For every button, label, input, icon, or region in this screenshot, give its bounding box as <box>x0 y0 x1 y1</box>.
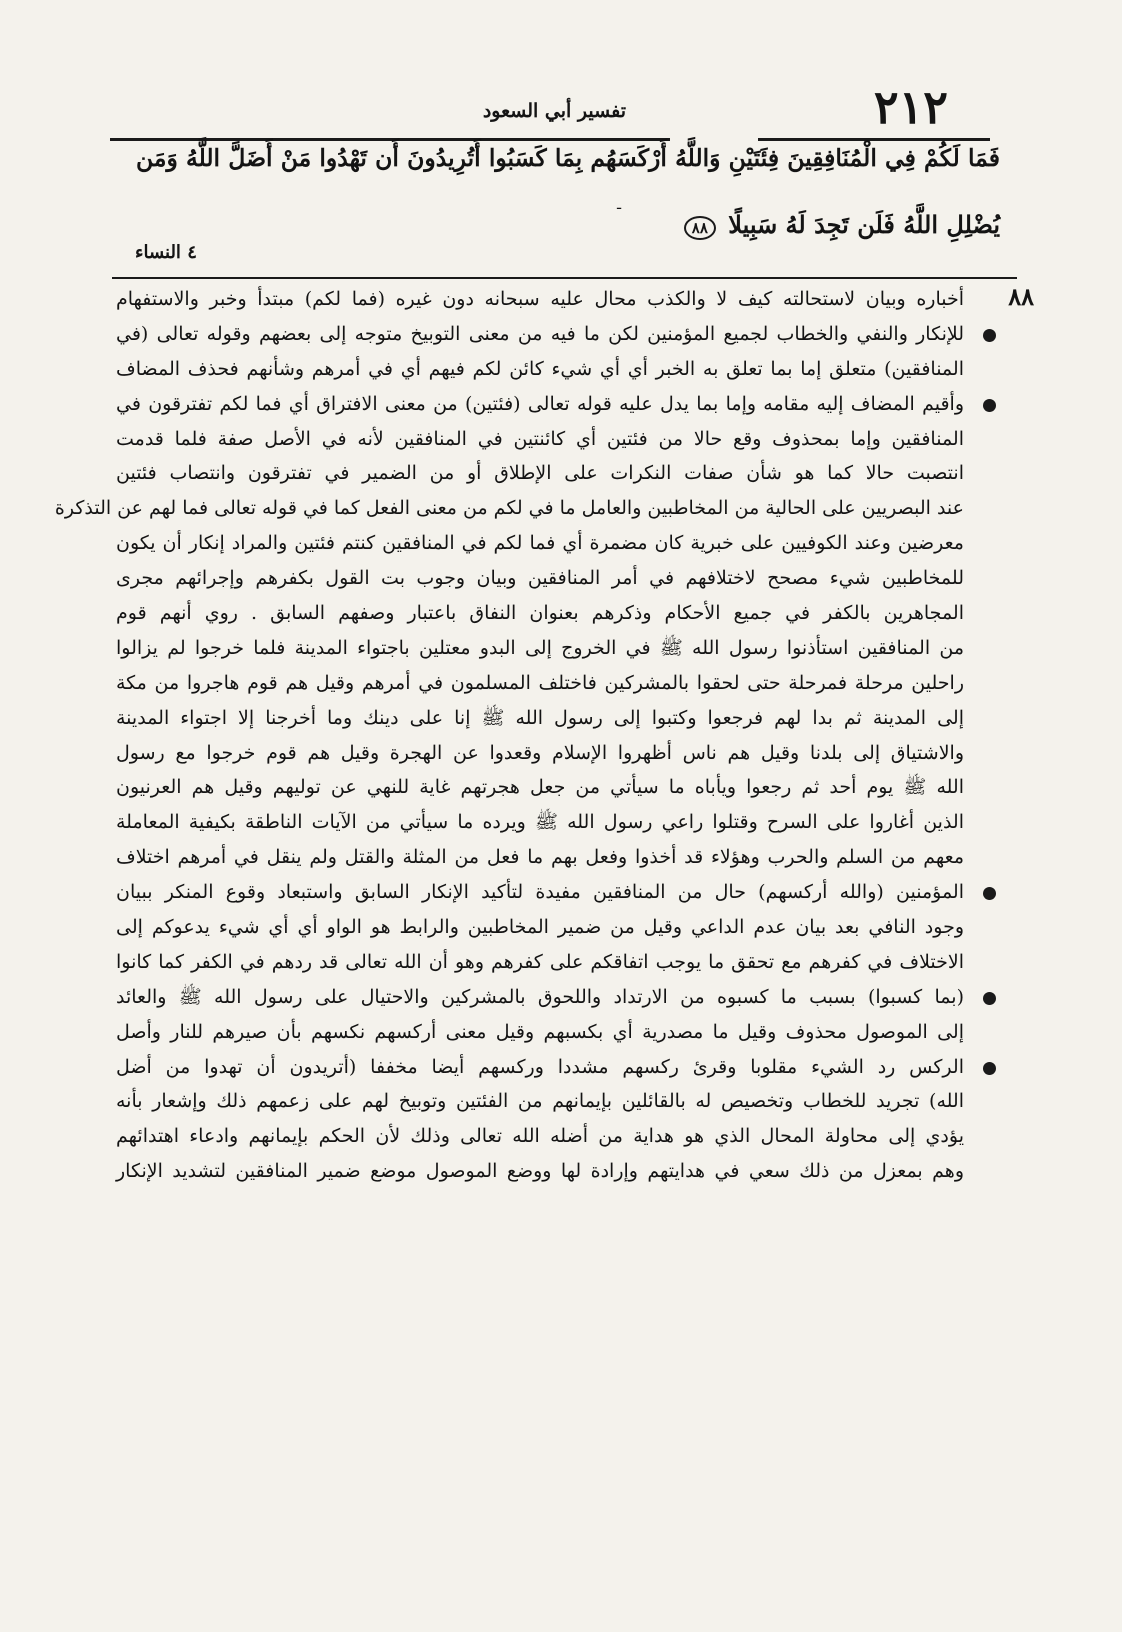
commentary-line <box>116 631 964 666</box>
commentary-line <box>116 456 964 491</box>
ornament-mark: ـ <box>617 197 622 213</box>
verse-number: ٨٨ <box>1008 282 1034 311</box>
commentary-line <box>116 736 964 771</box>
commentary-line <box>116 910 964 945</box>
commentary-text: وجود النافي بعد بيان عدم الداعي وقيل من ضمير المخاطبين والرابط هو الواو أي أي شيء يدعوكم إلى <box>116 916 964 939</box>
bullet-marker <box>983 887 996 900</box>
header-rule <box>110 138 670 141</box>
commentary-line <box>116 352 964 387</box>
commentary-text: المؤمنين (والله أركسهم) حال من المنافقين مفيدة لتأكيد الإنكار السابق واستبعاد وقوع المنكر ببيان <box>116 881 964 904</box>
commentary-text: الله) تجريد للخطاب وتخصيص له بالقائلين بإيمانهم من الفئتين وتوبيخ لهم على زعمهم ذلك وإشعار بأنه <box>116 1090 964 1113</box>
commentary-line <box>116 1154 964 1189</box>
commentary-text: إلى الموصول محذوف وقيل ما مصدرية أي بكسبهم وقيل معنى أركسهم نكسهم بأن صيرهم للنار وأصل <box>116 1020 964 1043</box>
commentary-text: معرضين وعند الكوفيين على خبرية كان مضمرة أي فما لكم في المنافقين كنتم فئتين والمراد إنكار أن يكون <box>116 532 964 555</box>
commentary-text: أخباره وبيان لاستحالته كيف لا والكذب محال عليه سبحانه دون غيره (فما لكم) مبتدأ وخبر والاستفهام <box>116 288 964 310</box>
commentary-text: للمخاطبين شيء مصحح لاختلافهم في أمر المنافقين وبيان وجوب بت القول بكفرهم وإجرائهم مجرى <box>116 567 965 590</box>
commentary-text: المنافقين) متعلق إما بما تعلق به الخبر أي أي شيء كائن لكم فيهم أي في أمرهم وشأنهم فحذف المضاف <box>116 357 964 380</box>
commentary-text: يؤدي إلى محاولة المحال الذي هو هداية من أضله الله تعالى وذلك لأن الحكم بإيمانهم وادعاء اهتدائهم <box>116 1125 964 1148</box>
quran-verse-block <box>135 142 1000 274</box>
commentary-text: للإنكار والنفي والخطاب لجميع المؤمنين لكن ما فيه من معنى التوبيخ متوجه إلى بعضهم وقوله تعالى (في <box>116 322 964 345</box>
commentary-text: راحلين مرحلة فمرحلة حتى لحقوا بالمشركين فاختلف المسلمون في أمرهم وقيل هم قوم هاجروا من مكة <box>116 671 964 694</box>
commentary-text: الله ﷺ يوم أحد ثم رجعوا ويأباه ما سيأتي من جعل هجرتهم غاية للنهي عن توليهم وقيل هم العرنيون <box>116 776 964 799</box>
verse-text: يُضْلِلِ اللَّهُ فَلَن تَجِدَ لَهُ سَبِيلًا <box>728 210 1000 239</box>
commentary-text: المجاهرين بالكفر في جميع الأحكام وذكرهم بعنوان النفاق باعتبار وصفهم السابق . روي أنهم قوم <box>116 602 964 625</box>
commentary-text: الذين أغاروا على السرح وقتلوا راعي رسول الله ﷺ ويرده ما سيأتي من الآيات الناطقة بكيفية المعاملة <box>116 811 964 834</box>
commentary-line <box>116 1119 964 1154</box>
commentary-text: عند البصريين على الحالية من المخاطبين والعامل ما في لكم من معنى الفعل كما في قوله تعالى فما لهم عن التذكرة <box>54 497 964 520</box>
commentary-line <box>116 840 964 875</box>
bullet-marker <box>983 329 996 342</box>
commentary-line <box>116 945 964 980</box>
page-number: ٢١٢ <box>873 80 948 134</box>
page-header <box>110 74 1012 140</box>
commentary-line <box>54 491 964 526</box>
commentary-text: معهم من السلم والحرب وهؤلاء قد أخذوا وفعل بهم ما فعل من المثلة والقتل ولم ينقل في أمرهم اختلاف <box>116 846 964 869</box>
commentary-line <box>116 1015 964 1050</box>
header-rule <box>758 138 990 141</box>
verse-line: فَمَا لَكُمْ فِي الْمُنَافِقِينَ فِئَتَيْنِ وَاللَّهُ أَرْكَسَهُم بِمَا كَسَبُوا أَتُرِيدُونَ أَن تَهْدُوا مَنْ أَضَلَّ اللَّهُ وَمَن <box>136 144 1000 172</box>
commentary-text: والاشتياق إلى بلدنا وقيل هم ناس أظهروا الإسلام وقعدوا عن الهجرة وقيل هم قوم خرجوا مع رسول <box>116 741 964 764</box>
commentary-text: (بما كسبوا) بسبب ما كسبوه من الارتداد واللحوق بالمشركين والاحتيال على رسول الله ﷺ والعائد <box>116 985 964 1008</box>
running-title: تفسير أبي السعود <box>482 100 626 122</box>
commentary-text: الركس رد الشيء مقلوبا وقرئ ركسهم مشددا وركسهم أيضا مخففا (أتريدون أن تهدوا من أضل <box>116 1055 964 1078</box>
commentary-text: انتصبت حالا كما هو شأن صفات النكرات على الإطلاق أو من الضمير في تفترقون وانتصاب فئتين <box>116 462 964 485</box>
verse-end-marker: ٨٨ <box>684 216 716 240</box>
commentary-divider <box>112 277 1017 279</box>
commentary-line <box>116 770 964 805</box>
commentary-line <box>116 980 964 1015</box>
commentary-line <box>116 701 964 736</box>
commentary-line <box>116 561 964 596</box>
commentary-body <box>54 282 965 1189</box>
commentary-line <box>116 1084 964 1119</box>
commentary-line <box>116 596 964 631</box>
bullet-marker <box>983 992 996 1005</box>
commentary-text: من المنافقين استأذنوا رسول الله ﷺ في الخروج إلى البدو معتلين باجتواء المدينة فلما خرجوا لم يزالوا <box>116 636 964 659</box>
commentary-line <box>116 526 964 561</box>
surah-label: ٤ النساء <box>135 242 197 263</box>
commentary-line <box>116 387 964 422</box>
verse-line <box>684 210 1000 240</box>
commentary-text: الاختلاف في كفرهم مع تحقق ما يوجب اتفاقكم على كفرهم وهو أن الله تعالى قد ردهم في الكفر كما كانوا <box>116 950 964 973</box>
commentary-line <box>116 666 964 701</box>
commentary-line <box>116 422 964 457</box>
commentary-line <box>116 875 964 910</box>
bullet-marker <box>983 399 996 412</box>
commentary-text: إلى المدينة ثم بدا لهم فرجعوا وكتبوا إلى رسول الله ﷺ إنا على دينك وما أخرجنا إلا اجتواء المدينة <box>116 706 964 729</box>
commentary-line <box>116 282 964 317</box>
commentary-line <box>116 317 964 352</box>
commentary-text: المنافقين وإما بمحذوف وقع حالا من فئتين أي كائنتين في المنافقين لأنه في الأصل صفة فلما قدمت <box>116 427 964 450</box>
commentary-line <box>116 805 964 840</box>
commentary-text: وهم بمعزل من ذلك سعي في هدايتهم وإرادة لها ووضع الموصول موضع ضمير المنافقين لتشديد الإنكار <box>116 1160 964 1183</box>
commentary-line <box>116 1050 964 1085</box>
bullet-marker <box>983 1062 996 1075</box>
commentary-text: وأقيم المضاف إليه مقامه وإما بما يدل عليه قوله تعالى (فئتين) من معنى الافتراق أي فما لكم تفترقون في <box>116 392 964 415</box>
